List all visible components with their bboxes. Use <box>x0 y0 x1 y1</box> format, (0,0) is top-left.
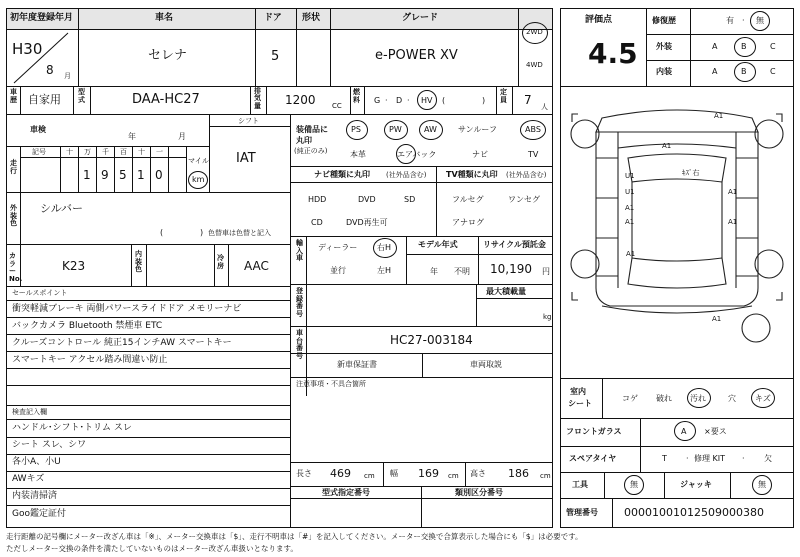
length-cm: cm <box>364 472 375 480</box>
spare-kit: 修理 KIT <box>694 454 726 463</box>
sheet-koge: コゲ <box>622 394 638 403</box>
equip-leather: 本革 <box>350 150 366 159</box>
color-no-label: カラーNo. <box>9 252 23 284</box>
first-reg-label: 初年度登録年月 <box>10 13 74 23</box>
import-label: 輸入車 <box>296 239 303 263</box>
mark-a1-front: A1 <box>714 112 724 120</box>
tools-none: 無 <box>630 480 638 489</box>
windshield-a: A <box>681 427 687 436</box>
sales-point-1: 衝突軽減ブレーキ 両側パワースライドドア メモリーナビ <box>12 304 242 314</box>
navi-header-small: (社外品含む) <box>386 171 427 179</box>
reg-era: H30 <box>12 40 43 58</box>
spare-tire-label: スペアタイヤ <box>569 454 617 463</box>
import-dealer: ディーラー <box>318 243 358 252</box>
color-paren-close: ) <box>200 228 204 237</box>
capacity: 7 <box>524 93 532 107</box>
equip-sunroof: サンルーフ <box>458 125 497 134</box>
model-year-year: 年 <box>430 267 438 276</box>
digit-head-1: 十 <box>66 148 73 156</box>
recycle-label: リサイクル預託金 <box>483 240 546 249</box>
mileage-digit-5: 0 <box>155 168 163 182</box>
car-name-value: セレナ <box>148 48 188 63</box>
mark-a1-rear: A1 <box>712 315 722 323</box>
recycle-value: 10,190 <box>490 262 532 276</box>
tv-analog: アナログ <box>452 218 484 227</box>
registration-label: 登録番号 <box>296 287 303 319</box>
equipment-title-1: 装備品に <box>296 125 328 134</box>
mileage-digit-1: 1 <box>83 168 91 182</box>
shaken-month: 月 <box>178 132 186 141</box>
color-paren-open: ( <box>160 228 164 237</box>
km-label: km <box>192 175 205 184</box>
equip-ps: PS <box>351 125 361 134</box>
inspector-line-5: 内装清掃済 <box>12 491 58 501</box>
import-right-h: 右H <box>377 243 392 252</box>
grade-label: グレード <box>402 13 439 23</box>
inspector-label: 検査記入欄 <box>12 408 47 416</box>
model-label: 型式 <box>78 88 85 104</box>
score-value: 4.5 <box>588 37 638 70</box>
fuel-hv: HV <box>421 96 433 105</box>
digit-head-5: 十 <box>138 148 145 156</box>
exterior-a: A <box>712 42 718 51</box>
mark-u1-left-front: U1 <box>625 172 635 180</box>
car-name-label: 車名 <box>155 13 174 23</box>
navi-sd: SD <box>404 195 416 204</box>
equip-navi: ナビ <box>472 150 488 159</box>
mileage-digit-2: 9 <box>101 168 109 182</box>
reg-month: 8 <box>46 63 54 77</box>
diagram-note: ｷｽﾞ右 <box>682 169 700 177</box>
model-code: DAA-HC27 <box>132 92 200 107</box>
sales-point-2: バックカメラ Bluetooth 禁煙車 ETC <box>12 321 163 331</box>
repair-label: 修復歴 <box>652 16 676 25</box>
ac-label: 冷房 <box>217 254 224 270</box>
mile-label: マイル <box>188 157 209 165</box>
drive-4wd: 4WD <box>526 61 543 69</box>
repair-yes: 有 <box>726 16 734 25</box>
fuel-label: 燃料 <box>353 88 360 104</box>
type-designation-label: 型式指定番号 <box>322 488 370 497</box>
cc-unit: CC <box>332 102 342 110</box>
navi-cd: CD <box>311 218 323 227</box>
windshield-repair: ×要ス <box>704 427 727 436</box>
mark-u1-left-front2: U1 <box>625 188 635 196</box>
max-load-label: 最大積載量 <box>486 287 526 296</box>
exterior-label: 外装 <box>656 42 672 51</box>
chassis-value: HC27-003184 <box>390 333 473 347</box>
color-note: 色替車は色替と記入 <box>208 229 271 237</box>
management-label: 管理番号 <box>566 508 598 517</box>
interior-a: A <box>712 67 718 76</box>
shift-value: IAT <box>236 151 256 166</box>
mark-a1-right-rear: A1 <box>728 218 738 226</box>
chassis-label: 車台番号 <box>296 329 303 361</box>
tv-oneseg: ワンセグ <box>508 195 540 204</box>
tools-label: 工具 <box>572 480 588 489</box>
equip-pw: PW <box>389 125 402 134</box>
shape-label: 形状 <box>302 13 321 23</box>
manual-label: 車両取説 <box>470 360 502 369</box>
color-label: 外装色 <box>10 204 17 228</box>
mark-a1-left-bottom: A1 <box>626 250 636 258</box>
inspector-line-1: ハンドル･シフト･トリム スレ <box>12 423 132 433</box>
equip-airbag: エアバック <box>397 150 437 159</box>
jack-label: ジャッキ <box>680 480 712 489</box>
color-no: K23 <box>62 259 86 273</box>
interior-b: B <box>741 67 747 76</box>
mark-a1-left-mid: A1 <box>625 204 635 212</box>
tv-header-small: (社外品含む) <box>506 171 547 179</box>
mileage-digit-4: 1 <box>137 168 145 182</box>
displacement-label: 排気量 <box>254 87 261 110</box>
mark-a1-hood: A1 <box>662 142 672 150</box>
use-value: 自家用 <box>28 93 61 106</box>
width-cm: cm <box>448 472 459 480</box>
inspector-line-4: AWキズ <box>12 474 45 484</box>
equipment-title-3: (純正のみ) <box>294 147 328 155</box>
inspector-line-3: 各小A、小U <box>12 457 61 467</box>
fuel-paren-open: ( <box>442 96 446 105</box>
height-cm: cm <box>540 472 551 480</box>
model-year-unknown: 不明 <box>454 267 470 276</box>
mark-a1-right-front: A1 <box>728 188 738 196</box>
shift-label: シフト <box>238 117 259 125</box>
mileage-digit-3: 5 <box>119 168 127 182</box>
windshield-label: フロントガラス <box>566 427 622 436</box>
capacity-label: 定員 <box>500 88 507 104</box>
inspector-line-2: シート スレ、シワ <box>12 440 87 450</box>
car-damage-diagram <box>562 88 792 378</box>
tv-fullseg: フルセグ <box>452 195 484 204</box>
import-left-h: 左H <box>377 266 392 275</box>
sheet-label-2: シート <box>568 399 592 408</box>
equipment-title-2: 丸印 <box>296 136 312 145</box>
fuel-paren-close: ) <box>482 96 486 105</box>
tv-header: TV種類に丸印 <box>446 170 498 179</box>
digit-head-4: 百 <box>120 148 127 156</box>
exterior-c: C <box>770 42 776 51</box>
navi-dvd-play: DVD再生可 <box>346 218 388 227</box>
kg-unit: kg <box>543 313 552 321</box>
sales-point-4: スマートキー アクセル踏み間違い防止 <box>12 355 168 365</box>
fuel-g: G <box>374 96 381 105</box>
sales-point-3: クルーズコントロール 純正15インチAW スマートキー <box>12 338 232 348</box>
shaken-year: 年 <box>128 132 136 141</box>
grade-value: e-POWER XV <box>375 48 458 63</box>
interior-label: 内装 <box>656 67 672 76</box>
door-label: ドア <box>264 13 282 23</box>
score-label: 評価点 <box>585 15 613 25</box>
length-label: 長さ <box>296 469 312 478</box>
digit-head-3: 千 <box>102 148 109 156</box>
category-label: 類別区分番号 <box>455 488 503 497</box>
displacement: 1200 <box>285 93 316 107</box>
sheet-yabure: 破れ <box>656 394 672 403</box>
interior-color-label: 内装色 <box>135 250 142 274</box>
capacity-unit: 人 <box>541 103 548 111</box>
footer-line-2: ただしメーター交換の条件を満たしていないものはメーター改ざん車扱いとなります。 <box>6 544 298 553</box>
management-value: 00001001012509000380 <box>624 506 764 519</box>
color-value: シルバー <box>40 202 83 215</box>
sheet-label-1: 室内 <box>570 387 586 396</box>
shaken-label: 車検 <box>30 125 46 134</box>
warranty-label: 新車保証書 <box>337 360 377 369</box>
spare-t: T <box>662 454 667 463</box>
sheet-ana: 穴 <box>728 394 736 403</box>
navi-hdd: HDD <box>308 195 327 204</box>
model-year-label: モデル年式 <box>418 240 458 249</box>
notes-label: 注意事項・不具合箇所 <box>296 380 366 388</box>
sales-points-label: セールスポイント <box>12 289 68 297</box>
use-label: 車歴 <box>10 88 17 104</box>
ac-value: AAC <box>244 259 269 273</box>
height-label: 高さ <box>470 469 486 478</box>
mileage-label: 走行 <box>10 159 17 175</box>
length-value: 469 <box>330 467 351 480</box>
interior-c: C <box>770 67 776 76</box>
height-value: 186 <box>508 467 529 480</box>
sheet-yogore: 汚れ <box>690 394 706 403</box>
mark-a1-left-rear: A1 <box>625 218 635 226</box>
digit-head-6: 一 <box>156 148 163 156</box>
digit-head-kigou: 記号 <box>32 148 46 156</box>
navi-header: ナビ種類に丸印 <box>314 170 370 179</box>
fuel-d: D <box>396 96 403 105</box>
equip-tv: TV <box>528 150 539 159</box>
exterior-b: B <box>741 42 747 51</box>
equip-abs: ABS <box>525 125 541 134</box>
jack-none: 無 <box>758 480 766 489</box>
recycle-unit: 円 <box>542 267 550 276</box>
width-label: 幅 <box>390 469 398 478</box>
inspector-line-6: Goo鑑定証付 <box>12 509 66 519</box>
reg-month-unit: 月 <box>64 72 71 80</box>
sheet-kizu: キズ <box>755 394 771 403</box>
spare-none: 欠 <box>764 454 772 463</box>
door-count: 5 <box>271 49 280 64</box>
footer-line-1: 走行距離の記号欄にメーター改ざん車は「※」、メーター交換車は「$」、走行不明車は「#」を記入してください。メーター交換で合算表示した場合にも「$」は必要です。 <box>6 532 583 541</box>
import-parallel: 並行 <box>330 266 346 275</box>
equip-aw: AW <box>424 125 437 134</box>
digit-head-2: 万 <box>84 148 91 156</box>
width-value: 169 <box>418 467 439 480</box>
navi-dvd: DVD <box>358 195 376 204</box>
drive-2wd: 2WD <box>526 28 543 36</box>
repair-no: 無 <box>756 16 764 25</box>
